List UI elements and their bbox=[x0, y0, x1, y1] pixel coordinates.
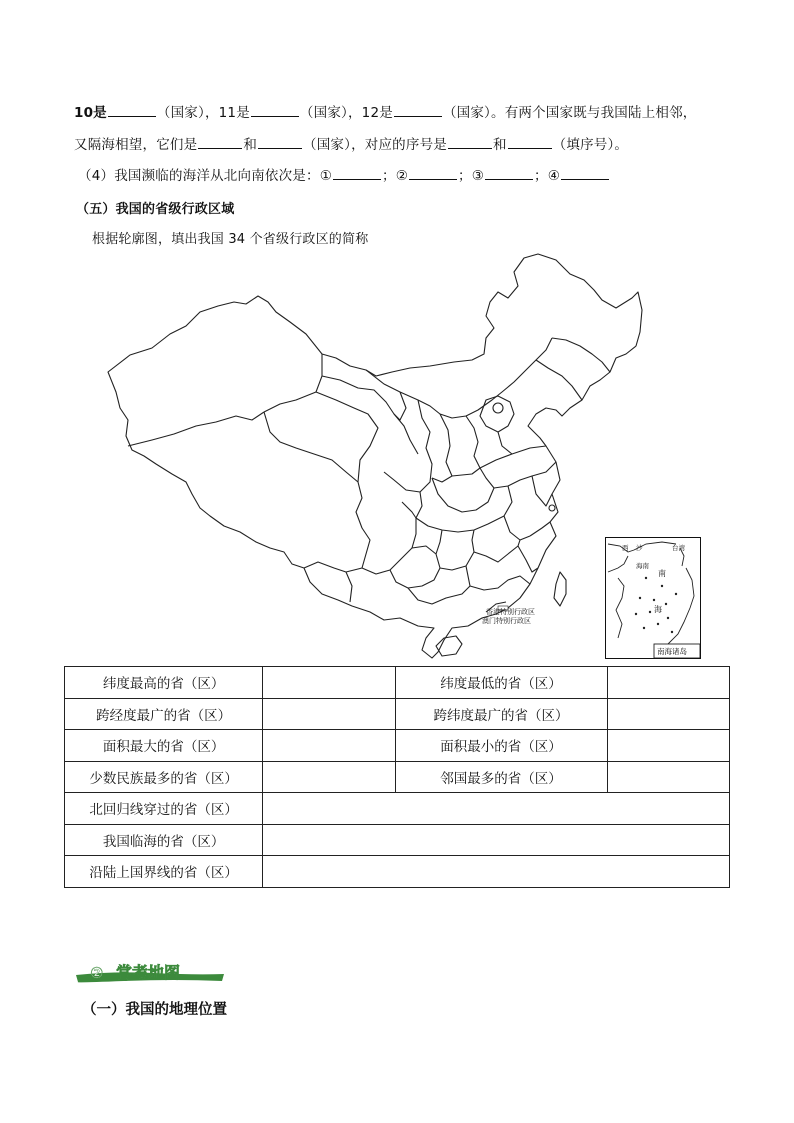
answer-blank[interactable] bbox=[258, 136, 302, 149]
row-label: 纬度最低的省（区） bbox=[395, 667, 607, 699]
row-label: 跨经度最广的省（区） bbox=[65, 698, 263, 730]
answer-blank[interactable] bbox=[485, 167, 533, 180]
row-label: 少数民族最多的省（区） bbox=[65, 761, 263, 793]
province-facts-table bbox=[64, 666, 730, 888]
china-outline bbox=[108, 254, 642, 658]
answer-blank[interactable] bbox=[198, 136, 242, 149]
inset-label-hai: 海 bbox=[654, 605, 662, 614]
q-label-10: 10是 bbox=[74, 105, 107, 121]
answer-cell[interactable] bbox=[607, 730, 729, 762]
inset-label-sha: 沙 bbox=[636, 544, 643, 552]
section-badge bbox=[74, 961, 226, 983]
q-text: ；④ bbox=[534, 168, 561, 184]
taiwan bbox=[554, 572, 566, 606]
table-row bbox=[65, 793, 730, 825]
badge-text: 常考地图 bbox=[116, 963, 181, 982]
answer-blank[interactable] bbox=[561, 167, 609, 180]
row-label: 纬度最高的省（区） bbox=[65, 667, 263, 699]
q-text: （填序号）。 bbox=[552, 137, 629, 153]
question-line-2 bbox=[74, 133, 628, 153]
q-text: （4）我国濒临的海洋从北向南依次是：① bbox=[78, 168, 332, 184]
row-label: 跨纬度最广的省（区） bbox=[395, 698, 607, 730]
answer-cell[interactable] bbox=[607, 667, 729, 699]
table-row bbox=[65, 856, 730, 888]
q-text: ；② bbox=[382, 168, 409, 184]
answer-cell[interactable] bbox=[263, 667, 395, 699]
row-label: 沿陆上国界线的省（区） bbox=[65, 856, 263, 888]
q-text: 和 bbox=[492, 137, 507, 153]
subsection-title: （一）我国的地理位置 bbox=[82, 1002, 227, 1018]
table-row bbox=[65, 730, 730, 762]
answer-cell[interactable] bbox=[263, 698, 395, 730]
q-text: （国家），12是 bbox=[299, 105, 393, 121]
row-label: 北回归线穿过的省（区） bbox=[65, 793, 263, 825]
q-text: 和 bbox=[243, 137, 258, 153]
row-label: 我国临海的省（区） bbox=[65, 824, 263, 856]
answer-blank[interactable] bbox=[251, 104, 299, 117]
answer-cell[interactable] bbox=[263, 856, 730, 888]
inset-label-xi: 西 bbox=[622, 544, 629, 552]
answer-cell[interactable] bbox=[263, 824, 730, 856]
hainan bbox=[436, 636, 462, 656]
table-row bbox=[65, 667, 730, 699]
answer-cell[interactable] bbox=[607, 761, 729, 793]
row-label: 面积最大的省（区） bbox=[65, 730, 263, 762]
label-macau: 澳门特别行政区 bbox=[482, 617, 531, 625]
q-text: ；③ bbox=[458, 168, 485, 184]
answer-blank[interactable] bbox=[508, 136, 552, 149]
q-text: （国家），11是 bbox=[156, 105, 250, 121]
south-china-sea-inset bbox=[605, 537, 701, 659]
badge-number: ② bbox=[90, 964, 104, 982]
row-label: 面积最小的省（区） bbox=[395, 730, 607, 762]
answer-blank[interactable] bbox=[409, 167, 457, 180]
table-row bbox=[65, 698, 730, 730]
inset-caption: 南海诸岛 bbox=[657, 647, 687, 656]
inset-label-taiwan: 台湾 bbox=[672, 544, 685, 552]
q-text: 又隔海相望，它们是 bbox=[74, 137, 198, 153]
table-row bbox=[65, 824, 730, 856]
answer-cell[interactable] bbox=[263, 730, 395, 762]
answer-cell[interactable] bbox=[263, 793, 730, 825]
china-province-map bbox=[100, 250, 645, 662]
label-hk: 香港特别行政区 bbox=[486, 608, 535, 616]
answer-blank[interactable] bbox=[333, 167, 381, 180]
answer-cell[interactable] bbox=[607, 698, 729, 730]
inset-label-hainan: 海南 bbox=[636, 562, 649, 570]
section-instruction: 根据轮廓图，填出我国 34 个省级行政区的简称 bbox=[92, 232, 369, 247]
answer-blank[interactable] bbox=[108, 104, 156, 117]
inset-label-nan: 南 bbox=[658, 569, 666, 578]
row-label: 邻国最多的省（区） bbox=[395, 761, 607, 793]
q-text: （国家），对应的序号是 bbox=[303, 137, 447, 153]
table-row bbox=[65, 761, 730, 793]
question-line-3 bbox=[78, 164, 610, 184]
answer-blank[interactable] bbox=[394, 104, 442, 117]
q-text: （国家）。有两个国家既与我国陆上相邻， bbox=[442, 105, 697, 121]
answer-cell[interactable] bbox=[263, 761, 395, 793]
question-line-1 bbox=[74, 101, 697, 121]
answer-blank[interactable] bbox=[448, 136, 492, 149]
section-heading: （五）我国的省级行政区域 bbox=[76, 202, 235, 217]
